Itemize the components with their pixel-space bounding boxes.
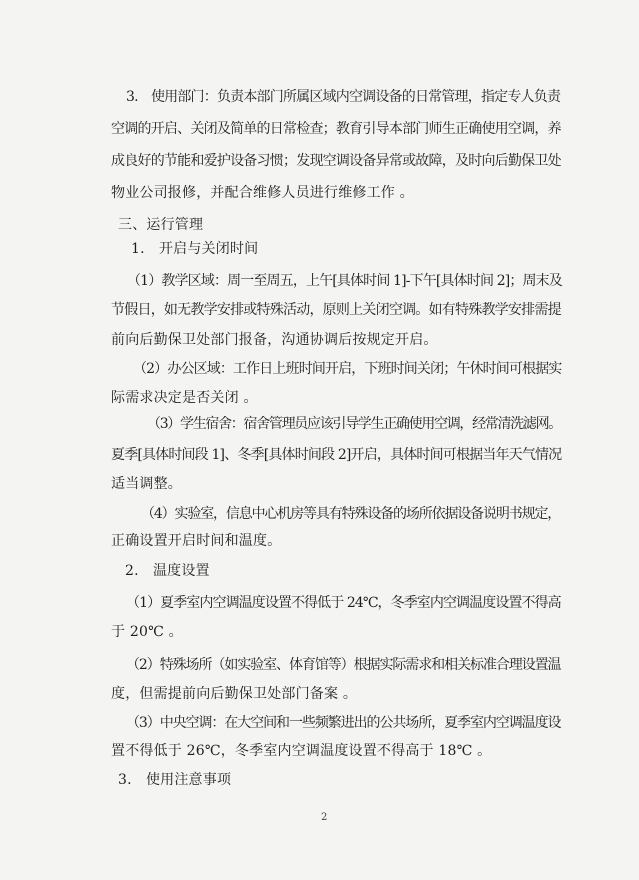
page-number: 2 — [321, 812, 328, 823]
text-line: 成良好的节能和爱护设备习惯；发现空调设备异常或故障，及时向后勤保卫处 — [111, 153, 561, 169]
text-line: 3. 使用注意事项 — [118, 772, 232, 788]
text-line: （4）实验室，信息中心机房等具有特殊设备的场所依据设备说明书规定， — [141, 506, 561, 522]
text-line: 1. 开启与关闭时间 — [131, 241, 259, 257]
text-line: 适当调整。 — [111, 476, 182, 492]
text-line: 夏季[具体时间段 1]、冬季[具体时间段 2]开启，具体时间可根据当年天气情况 — [111, 447, 562, 463]
text-line: 际需求决定是否关闭 。 — [111, 390, 258, 406]
text-line: 3. 使用部门：负责本部门所属区域内空调设备的日常管理，指定专人负责 — [126, 89, 561, 105]
text-line: 物业公司报修，并配合维修人员进行维修工作 。 — [111, 185, 414, 201]
text-line: （1）教学区域：周一至周五，上午[具体时间 1]-下午[具体时间 2]；周末及 — [127, 273, 562, 289]
text-line: 空调的开启、关闭及简单的日常检查；教育引导本部门师生正确使用空调，养 — [111, 121, 561, 137]
text-line: （2）特殊场所（如实验室、体育馆等）根据实际需求和相关标准合理设置温 — [126, 657, 561, 673]
text-line: （3）学生宿舍：宿舍管理员应该引导学生正确使用空调，经常清洗滤网。 — [147, 416, 562, 432]
text-line: 2. 温度设置 — [125, 563, 210, 579]
text-line: （3）中央空调：在大空间和一些频繁进出的公共场所，夏季室内空调温度设 — [126, 715, 561, 731]
text-line: 度，但需提前向后勤保卫处部门备案 。 — [111, 686, 358, 702]
text-line: 于 20℃ 。 — [111, 624, 183, 640]
text-line: 置不得低于 26℃，冬季室内空调温度设置不得高于 18℃ 。 — [111, 743, 492, 759]
text-line: 节假日，如无教学安排或特殊活动，原则上关闭空调。如有特殊教学安排需提 — [111, 302, 561, 318]
text-line: （2）办公区域：工作日上班时间开启，下班时间关闭；午休时间可根据实 — [133, 361, 562, 377]
text-line: 前向后勤保卫处部门报备，沟通协调后按规定开启。 — [111, 332, 438, 348]
text-line: （1）夏季室内空调温度设置不得低于 24℃，冬季室内空调温度设置不得高 — [126, 595, 561, 611]
text-line: 正确设置开启时间和温度。 — [111, 533, 282, 549]
text-line: 三、运行管理 — [118, 217, 204, 233]
